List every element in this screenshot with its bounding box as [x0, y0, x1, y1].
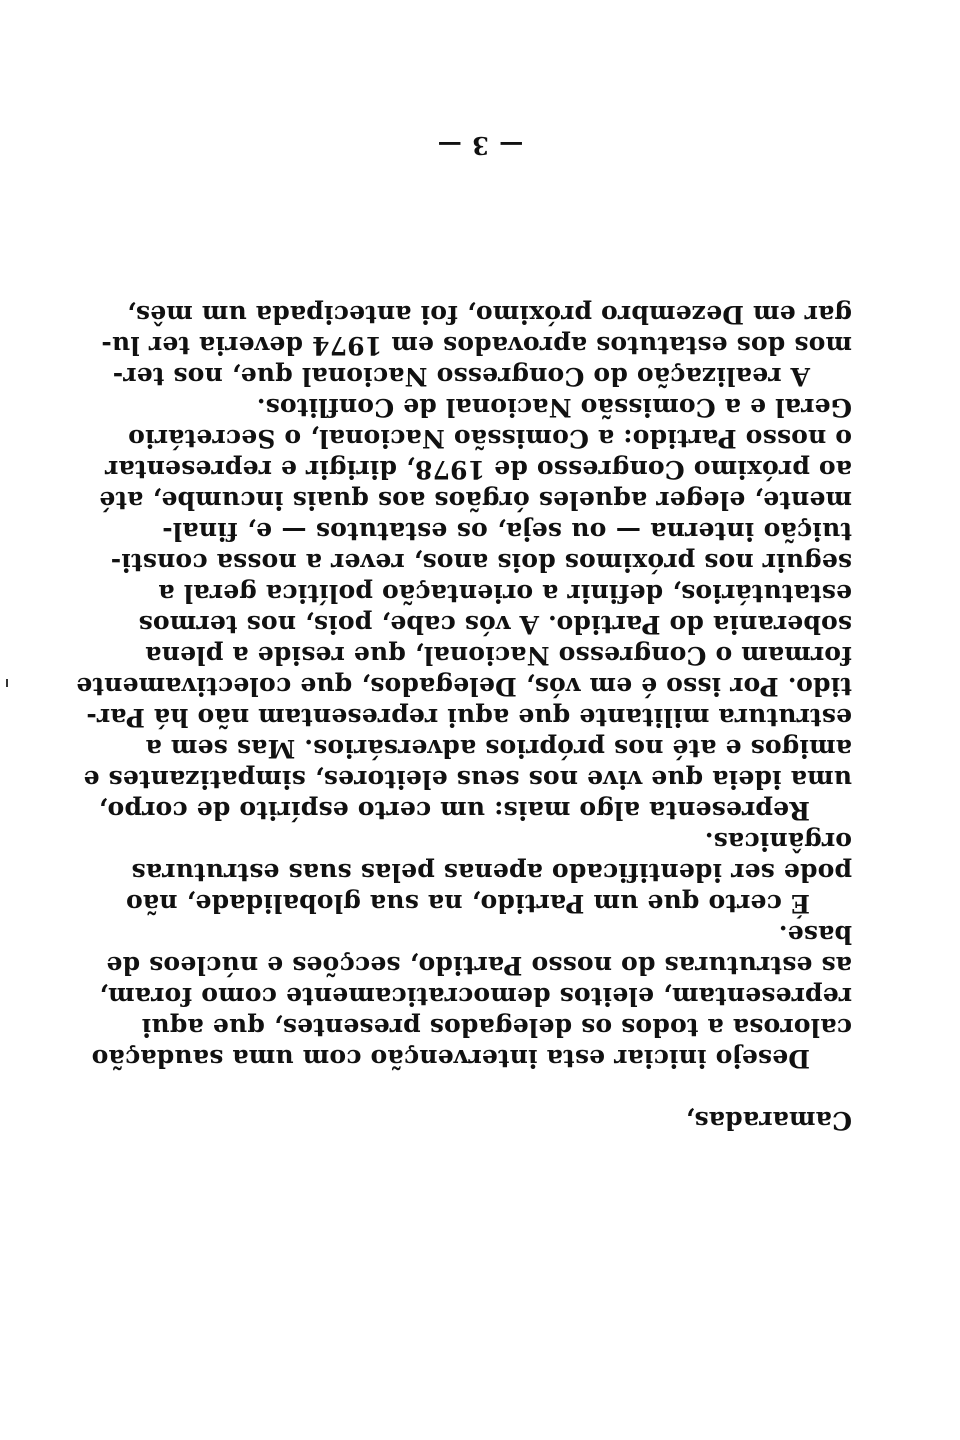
paragraph-3-line: amigos e até nos próprios adversários. Mas sem a [145, 734, 852, 763]
paragraph-1-line: representam, eleitos democraticamente como foram, [99, 982, 852, 1011]
paragraph-3-line: seguir nos próximos dois anos, rever a nossa consti- [110, 548, 852, 577]
paragraph-1-line: calorosa a todos os delegados presentes, que aqui [141, 1013, 852, 1042]
paragraph-3-line: estrutura militante que aqui representam não há Par- [86, 703, 852, 732]
paragraph-2-line: É certo que um Partido, na sua globalidade, não [125, 889, 810, 918]
paragraph-4-line: gar em Dezembro próximo, foi antecipada um mês, [126, 300, 852, 329]
paragraph-2-line: orgânicas. [704, 827, 852, 856]
paragraph-3-line: tuição interna — ou seja, os estatutos — e, final- [162, 517, 852, 546]
paragraph-3-line: mente, eleger aqueles órgãos aos quais incumbe, até [99, 486, 852, 515]
salutation-line: Camaradas, [685, 1106, 852, 1135]
paragraph-3-line: Geral e a Comissão Nacional de Conflitos. [256, 393, 852, 422]
paragraph-1-line: base. [778, 920, 852, 949]
paragraph-3-line: Representa algo mais: um certo espírito de corpo, [98, 796, 810, 825]
paragraph-3-line: uma ideia que vive nos seus eleitores, simpatizantes e [83, 765, 852, 794]
paragraph-4-line: A realização do Congresso Nacional que, nos ter- [112, 362, 810, 391]
paragraph-3-line: ao próximo Congresso de 1978, dirigir e representar [104, 455, 852, 484]
paragraph-3-line: estatutários, definir a orientação política geral a [158, 579, 852, 608]
paragraph-3-line: formam o Congresso Nacional, que reside a plena [145, 641, 852, 670]
paragraph-4-line: mos dos estatutos aprovados em 1974 deveria ter lu- [101, 331, 852, 360]
paragraph-3-line: tido. Por isso é em vós, Delegados, que colectivamente [76, 672, 852, 701]
paragraph-1-line: Desejo iniciar esta intervenção com uma saudação [91, 1044, 810, 1073]
paragraph-2-line: pode ser identificado apenas pelas suas estruturas [131, 858, 852, 887]
paragraph-1-line: as estruturas do nosso Partido, secções e núcleos de [106, 951, 852, 980]
paragraph-3-line: o nosso Partido: a Comissão Nacional, o Secretário [128, 424, 852, 453]
page-number: — 3 — [436, 131, 524, 160]
paragraph-3-line: soberania do Partido. A vós cabe, pois, nos termos [138, 610, 852, 639]
margin-mark [6, 679, 8, 687]
body-text [76, 299, 852, 1136]
